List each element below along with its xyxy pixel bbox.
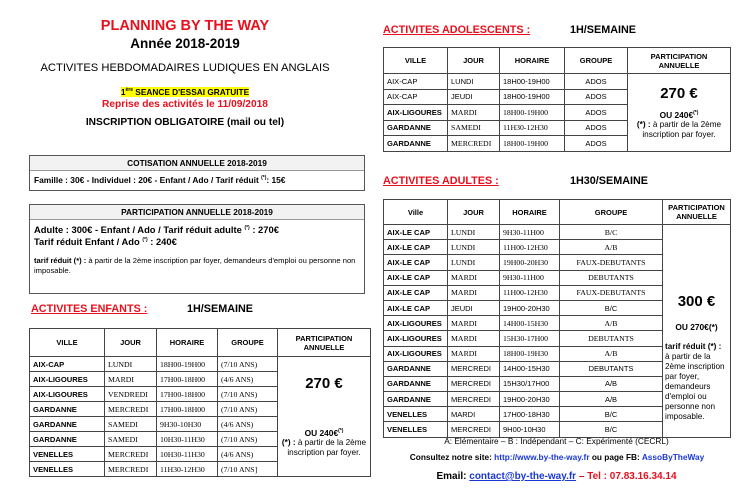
- table-row: AIX-LE CAP LUNDI 19H00-20H30 FAUX-DEBUTANTS: [384, 255, 731, 270]
- level-legend: A: Elémentaire – B : Indépendant – C: Expérimenté (CECRL): [444, 436, 669, 446]
- table-row: AIX-LIGOURES VENDREDI 17H00-18H00 (7/10 ANS): [30, 387, 371, 402]
- table-row: AIX-CAP LUNDI 18H00-19H00 (7/10 ANS) 270 € OU 240€(*) (*) : à partir de la 2ème inscription par foyer.: [30, 357, 371, 372]
- table-row: GARDANNE MERCREDI 15H30/17H00 A/B: [384, 376, 731, 391]
- inscription-notice: INSCRIPTION OBLIGATOIRE (mail ou tel): [85, 116, 285, 128]
- col-ville: VILLE: [384, 48, 448, 74]
- participation-line-2: Tarif réduit Enfant / Ado (*) : 240€: [34, 236, 177, 248]
- table-row: AIX-CAP LUNDI 18H00-19H00 ADOS 270 € OU 240€(*) (*) : à partir de la 2ème inscription par foyer.: [384, 74, 731, 90]
- cotisation-title: COTISATION ANNUELLE 2018-2019: [30, 156, 364, 171]
- table-row: AIX-LE CAP LUNDI 11H00-12H30 A/B: [384, 240, 731, 255]
- email-link[interactable]: contact@by-the-way.fr: [469, 471, 577, 482]
- cotisation-line: Famille : 30€ - Individuel : 20€ - Enfant / Ado / Tarif réduit (*): 15€: [34, 175, 286, 185]
- adultes-frequency: 1H30/SEMAINE: [570, 175, 649, 187]
- season-year: Année 2018-2019: [130, 36, 240, 51]
- col-jour: JOUR: [448, 200, 500, 225]
- table-row: GARDANNE MERCREDI 14H00-15H30 DEBUTANTS: [384, 361, 731, 376]
- resume-date: Reprise des activités le 11/09/2018: [102, 98, 268, 110]
- table-row: AIX-LIGOURES MARDI 18H00-19H00 ADOS: [384, 105, 731, 121]
- ados-title: ACTIVITES ADOLESCENTS :: [383, 24, 531, 36]
- enfants-header-row: [30, 329, 371, 357]
- col-jour: JOUR: [448, 48, 500, 74]
- table-row: VENELLES MERCREDI 10H30-11H30 (4/6 ANS): [30, 447, 371, 462]
- table-row: VENELLES MARDI 17H00-18H30 B/C: [384, 407, 731, 422]
- table-row: GARDANNE MERCREDI 18H00-19H00 ADOS: [384, 136, 731, 152]
- col-horaire: HORAIRE: [500, 200, 560, 225]
- trial-session: 1ère SEANCE D'ESSAI GRATUITE: [120, 86, 250, 97]
- adultes-table: [383, 199, 731, 438]
- table-row: AIX-LE CAP MARDI 11H00-12H30 FAUX-DEBUTANTS: [384, 285, 731, 300]
- phone-number: – Tel : 07.83.16.34.14: [576, 471, 677, 482]
- col-groupe: GROUPE: [560, 200, 663, 225]
- enfants-price-cell: 270 € OU 240€(*) (*) : à partir de la 2ème inscription par foyer.: [278, 357, 371, 477]
- table-row: GARDANNE MERCREDI 17H00-18H00 (7/10 ANS): [30, 402, 371, 417]
- col-ville: Ville: [384, 200, 448, 225]
- page-title: PLANNING BY THE WAY: [100, 18, 270, 34]
- enfants-title: ACTIVITES ENFANTS :: [31, 303, 148, 315]
- website-line: Consultez notre site: http://www.by-the-way.fr ou page FB: AssoByTheWay: [409, 452, 705, 462]
- enfants-frequency: 1H/SEMAINE: [187, 303, 253, 315]
- participation-title: PARTICIPATION ANNUELLE 2018-2019: [30, 205, 364, 220]
- table-row: VENELLES MERCREDI 11H30-12H30 (7/10 ANS]: [30, 462, 371, 477]
- table-row: AIX-LE CAP MARDI 9H30-11H00 DEBUTANTS: [384, 270, 731, 285]
- table-row: AIX-LIGOURES MARDI 18H00-19H30 A/B: [384, 346, 731, 361]
- table-row: GARDANNE SAMEDI 9H30-10H30 (4/6 ANS): [30, 417, 371, 432]
- ados-frequency: 1H/SEMAINE: [570, 24, 636, 36]
- table-row: GARDANNE SAMEDI 11H30-12H30 ADOS: [384, 120, 731, 136]
- enfants-table: [29, 328, 371, 477]
- col-participation: PARTICIPATION ANNUELLE: [278, 329, 371, 357]
- cotisation-box: [29, 155, 365, 191]
- table-row: AIX-CAP JEUDI 18H00-19H00 ADOS: [384, 89, 731, 105]
- col-ville: VILLE: [30, 329, 105, 357]
- contact-line: Email: contact@by-the-way.fr – Tel : 07.83.16.34.14: [436, 471, 677, 482]
- adultes-title: ACTIVITES ADULTES :: [383, 175, 499, 187]
- col-groupe: GROUPE: [218, 329, 278, 357]
- website-link[interactable]: http://www.by-the-way.fr: [494, 452, 590, 462]
- participation-box: [29, 204, 365, 294]
- table-row: VENELLES MERCREDI 9H00-10H30 B/C: [384, 422, 731, 437]
- ados-price-cell: 270 € OU 240€(*) (*) : à partir de la 2ème inscription par foyer.: [628, 74, 731, 152]
- col-jour: JOUR: [105, 329, 157, 357]
- table-row: GARDANNE SAMEDI 10H30-11H30 (7/10 ANS): [30, 432, 371, 447]
- adultes-header-row: [384, 200, 731, 225]
- table-row: AIX-LE CAP LUNDI 9H30-11H00 B/C 300 € OU 270€(*) tarif réduit (*) : à partir de la 2ème inscription par foyer, demandeurs d'emploi ou personne non imposable.: [384, 225, 731, 240]
- col-participation: PARTICIPATION ANNUELLE: [663, 200, 731, 225]
- col-horaire: HORAIRE: [500, 48, 565, 74]
- facebook-link[interactable]: AssoByTheWay: [641, 452, 705, 462]
- col-horaire: HORAIRE: [157, 329, 218, 357]
- table-row: AIX-LIGOURES MARDI 17H00-18H00 (4/6 ANS): [30, 372, 371, 387]
- col-groupe: GROUPE: [565, 48, 628, 74]
- participation-note: tarif réduit (*) : à partir de la 2ème inscription par foyer, demandeurs d'emploi ou personne non imposable.: [34, 256, 356, 276]
- table-row: AIX-LIGOURES MARDI 15H30-17H00 DEBUTANTS: [384, 331, 731, 346]
- table-row: AIX-LIGOURES MARDI 14H00-15H30 A/B: [384, 316, 731, 331]
- ados-header-row: [384, 48, 731, 74]
- ados-table: [383, 47, 731, 152]
- table-row: AIX-LE CAP JEUDI 19H00-20H30 B/C: [384, 300, 731, 315]
- col-participation: PARTICIPATION ANNUELLE: [628, 48, 731, 74]
- subtitle: ACTIVITES HEBDOMADAIRES LUDIQUES EN ANGLAIS: [40, 62, 330, 74]
- participation-line-1: Adulte : 300€ - Enfant / Ado / Tarif réduit adulte (*) : 270€: [34, 224, 279, 236]
- adultes-price-cell: 300 € OU 270€(*) tarif réduit (*) : à partir de la 2ème inscription par foyer, demandeurs d'emploi ou personne non imposable.: [663, 225, 731, 438]
- table-row: GARDANNE MERCREDI 19H00-20H30 A/B: [384, 392, 731, 407]
